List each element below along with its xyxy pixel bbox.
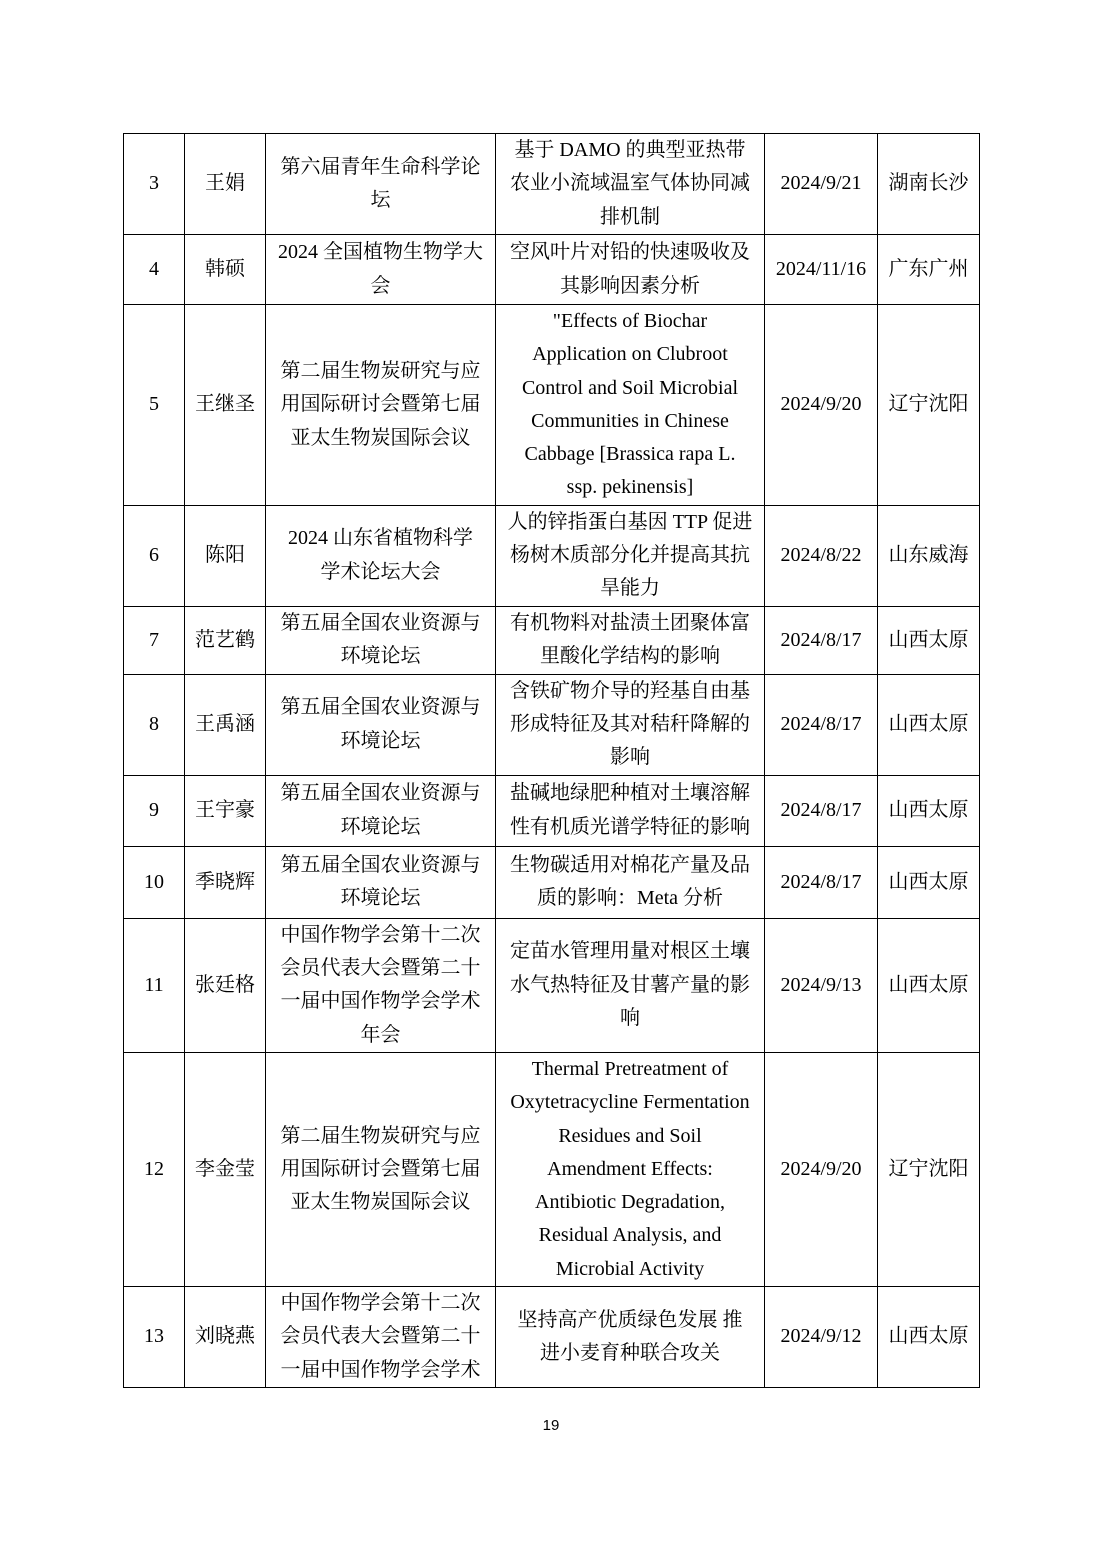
conference-name xyxy=(266,235,496,305)
row-number: 8 xyxy=(124,674,185,775)
report-title-line: 基于 DAMO 的典型亚热带 xyxy=(514,139,746,162)
report-title-line: 响 xyxy=(620,1007,640,1030)
table-row xyxy=(124,505,980,606)
report-title-line: 排机制 xyxy=(600,205,660,228)
conference-name-line: 亚太生物炭国际会议 xyxy=(290,1191,471,1214)
conference-date: 2024/9/13 xyxy=(765,918,878,1052)
table-row xyxy=(124,1052,980,1286)
conference-location: 山西太原 xyxy=(878,846,980,918)
conference-name-line: 中国作物学会第十二次 xyxy=(280,923,481,946)
row-number: 6 xyxy=(124,505,185,606)
conference-location: 山西太原 xyxy=(878,674,980,775)
table-row xyxy=(124,235,980,305)
conference-name-line: 第五届全国农业资源与 xyxy=(280,696,481,719)
conference-location: 广东广州 xyxy=(878,235,980,305)
report-title xyxy=(496,846,765,918)
row-number: 3 xyxy=(124,134,185,235)
presenter-name: 李金莹 xyxy=(185,1052,266,1286)
table-row xyxy=(124,918,980,1052)
report-title-line: 生物碳适用对棉花产量及品 xyxy=(510,853,750,876)
report-title-line: 有机物料对盐渍土团聚体富 xyxy=(510,611,750,634)
presenter-name: 王继圣 xyxy=(185,305,266,506)
conference-name-line: 亚太生物炭国际会议 xyxy=(290,426,471,449)
conference-name-line: 环境论坛 xyxy=(340,887,421,910)
report-title xyxy=(496,134,765,235)
conference-name-line: 学术论坛大会 xyxy=(320,560,441,583)
conference-location: 湖南长沙 xyxy=(878,134,980,235)
presenter-name: 韩硕 xyxy=(185,235,266,305)
conference-name-line: 用国际研讨会暨第七届 xyxy=(280,1157,481,1180)
report-title-line: Thermal Pretreatment of xyxy=(531,1057,729,1080)
conference-name xyxy=(266,1287,496,1388)
report-title xyxy=(496,1052,765,1286)
conference-name-line: 环境论坛 xyxy=(340,729,421,752)
conference-name-line: 环境论坛 xyxy=(340,815,421,838)
report-title-line: 旱能力 xyxy=(600,577,660,600)
row-number: 11 xyxy=(124,918,185,1052)
conference-date: 2024/11/16 xyxy=(765,235,878,305)
report-title-line: 形成特征及其对秸秆降解的 xyxy=(510,713,750,736)
conference-date: 2024/9/21 xyxy=(765,134,878,235)
report-title-line: Residues and Soil xyxy=(558,1124,702,1147)
report-title xyxy=(496,775,765,846)
report-title-line: "Effects of Biochar xyxy=(552,310,708,332)
report-title xyxy=(496,235,765,305)
conference-name xyxy=(266,505,496,606)
conference-location: 辽宁沈阳 xyxy=(878,305,980,506)
row-number: 10 xyxy=(124,846,185,918)
presenter-name: 王娟 xyxy=(185,134,266,235)
presenter-name: 王宇豪 xyxy=(185,775,266,846)
table-row xyxy=(124,305,980,506)
report-title-line: 进小麦育种联合攻关 xyxy=(540,1341,720,1364)
report-title-line: 影响 xyxy=(610,746,650,769)
conference-name-line: 第五届全国农业资源与 xyxy=(280,853,481,876)
conference-location: 山西太原 xyxy=(878,775,980,846)
conference-name-line: 会员代表大会暨第二十 xyxy=(280,1325,481,1348)
conference-date: 2024/8/17 xyxy=(765,606,878,674)
table-row xyxy=(124,775,980,846)
report-title-line: 空风叶片对铅的快速吸收及 xyxy=(510,241,750,264)
conference-date: 2024/8/17 xyxy=(765,775,878,846)
conference-name-line: 一届中国作物学会学术 xyxy=(280,1358,481,1381)
report-title-line: Cabbage [Brassica rapa L. xyxy=(524,443,736,466)
row-number: 12 xyxy=(124,1052,185,1286)
conference-name xyxy=(266,674,496,775)
conference-name-line: 坛 xyxy=(370,189,391,211)
conference-name-line: 年会 xyxy=(360,1023,401,1046)
report-title-line: Amendment Effects: xyxy=(547,1157,713,1180)
conference-date: 2024/8/17 xyxy=(765,846,878,918)
presenter-name: 张廷格 xyxy=(185,918,266,1052)
presenter-name: 范艺鹤 xyxy=(185,606,266,674)
table-body xyxy=(124,134,980,1388)
report-title-line: 水气热特征及甘薯产量的影 xyxy=(510,973,750,996)
report-title-line: 盐碱地绿肥种植对土壤溶解 xyxy=(510,782,750,805)
report-title-line: Microbial Activity xyxy=(555,1257,705,1280)
conference-name xyxy=(266,918,496,1052)
report-title-line: 杨树木质部分化并提高其抗 xyxy=(510,544,750,567)
conference-name-line: 第五届全国农业资源与 xyxy=(280,611,481,634)
report-title xyxy=(496,1287,765,1388)
conference-name-line: 第二届生物炭研究与应 xyxy=(280,359,481,382)
conference-name xyxy=(266,846,496,918)
conference-date: 2024/9/20 xyxy=(765,1052,878,1286)
report-title-line: Communities in Chinese xyxy=(531,409,729,432)
report-title-line: 坚持高产优质绿色发展 推 xyxy=(517,1308,743,1331)
conference-date: 2024/9/20 xyxy=(765,305,878,506)
conference-name xyxy=(266,305,496,506)
conference-date: 2024/8/22 xyxy=(765,505,878,606)
conference-location: 山西太原 xyxy=(878,1287,980,1388)
row-number: 7 xyxy=(124,606,185,674)
row-number: 5 xyxy=(124,305,185,506)
report-title-line: 质的影响：Meta 分析 xyxy=(536,887,724,910)
conference-location: 山东威海 xyxy=(878,505,980,606)
page-number: 19 xyxy=(542,1417,560,1434)
table-row xyxy=(124,1287,980,1388)
report-title-line: Antibiotic Degradation, xyxy=(535,1191,725,1214)
report-title-line: Control and Soil Microbial xyxy=(521,376,739,399)
report-title-line: 性有机质光谱学特征的影响 xyxy=(510,815,750,838)
table-row xyxy=(124,134,980,235)
row-number: 9 xyxy=(124,775,185,846)
presenter-name: 陈阳 xyxy=(185,505,266,606)
table-row xyxy=(124,674,980,775)
conference-name xyxy=(266,606,496,674)
conference-name-line: 2024 山东省植物科学 xyxy=(288,527,473,550)
conference-table xyxy=(123,133,980,1388)
report-title xyxy=(496,606,765,674)
conference-date: 2024/8/17 xyxy=(765,674,878,775)
report-title-line: 人的锌指蛋白基因 TTP 促进 xyxy=(507,510,753,533)
conference-location: 辽宁沈阳 xyxy=(878,1052,980,1286)
conference-name-line: 2024 全国植物生物学大 xyxy=(278,241,483,264)
table-row xyxy=(124,846,980,918)
conference-name xyxy=(266,1052,496,1286)
conference-name xyxy=(266,775,496,846)
conference-name-line: 用国际研讨会暨第七届 xyxy=(280,393,481,416)
conference-location: 山西太原 xyxy=(878,918,980,1052)
table-row xyxy=(124,606,980,674)
report-title xyxy=(496,505,765,606)
conference-name-line: 会员代表大会暨第二十 xyxy=(280,957,481,980)
report-title-line: 里酸化学结构的影响 xyxy=(540,645,720,668)
conference-location: 山西太原 xyxy=(878,606,980,674)
conference-name-line: 第六届青年生命科学论 xyxy=(280,155,481,178)
report-title xyxy=(496,674,765,775)
report-title xyxy=(496,305,765,506)
conference-name-line: 第五届全国农业资源与 xyxy=(280,782,481,805)
report-title-line: 含铁矿物介导的羟基自由基 xyxy=(510,679,750,702)
report-title-line: Residual Analysis, and xyxy=(538,1224,722,1247)
report-title-line: Application on Clubroot xyxy=(532,343,728,366)
presenter-name: 季晓辉 xyxy=(185,846,266,918)
row-number: 13 xyxy=(124,1287,185,1388)
conference-name-line: 一届中国作物学会学术 xyxy=(280,990,481,1013)
presenter-name: 刘晓燕 xyxy=(185,1287,266,1388)
report-title-line: Oxytetracycline Fermentation xyxy=(510,1091,750,1114)
conference-name xyxy=(266,134,496,235)
row-number: 4 xyxy=(124,235,185,305)
report-title-line: ssp. pekinensis] xyxy=(566,476,694,499)
conference-date: 2024/9/12 xyxy=(765,1287,878,1388)
conference-name-line: 中国作物学会第十二次 xyxy=(280,1292,481,1315)
conference-name-line: 第二届生物炭研究与应 xyxy=(280,1124,481,1147)
report-title xyxy=(496,918,765,1052)
conference-name-line: 环境论坛 xyxy=(340,645,421,668)
presenter-name: 王禹涵 xyxy=(185,674,266,775)
report-title-line: 定苗水管理用量对根区土壤 xyxy=(510,940,750,963)
report-title-line: 农业小流域温室气体协同减 xyxy=(510,172,750,195)
report-title-line: 其影响因素分析 xyxy=(560,274,700,297)
conference-name-line: 会 xyxy=(370,274,391,297)
